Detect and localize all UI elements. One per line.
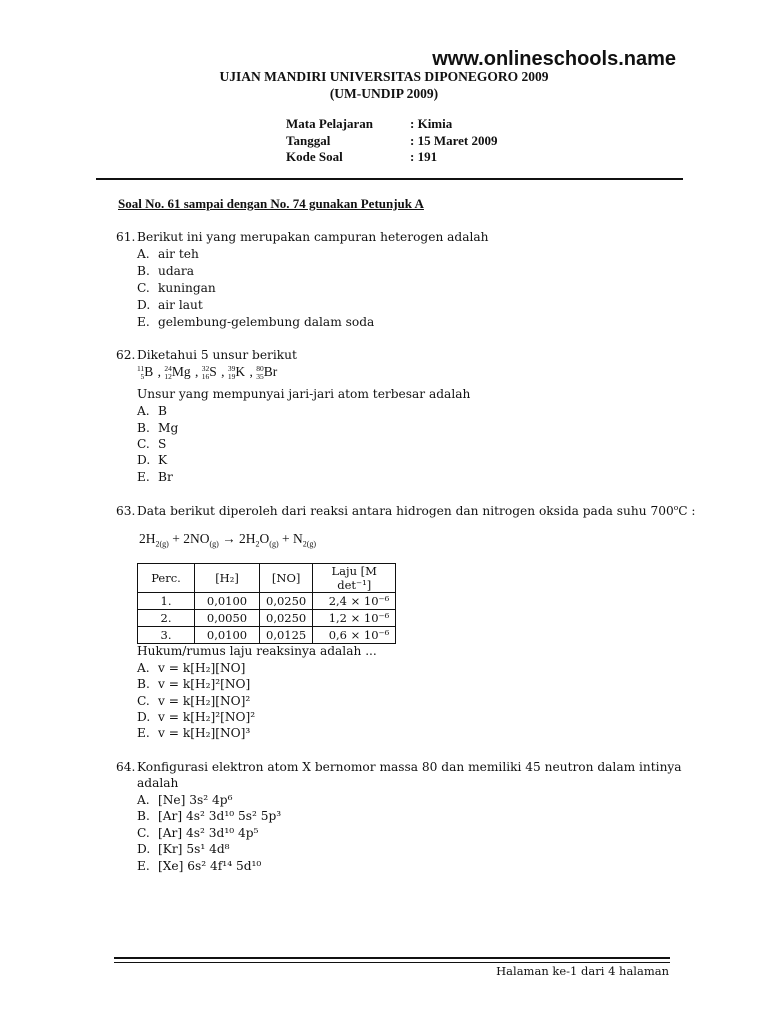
degree-sign: o: [673, 502, 679, 512]
reaction-equation: [139, 531, 316, 547]
eq-part: + 2NO: [168, 531, 210, 546]
isotope-b: [137, 364, 153, 381]
table-cell: 0,0250: [260, 593, 313, 610]
question-number: 62.: [116, 348, 136, 362]
option-a: [137, 792, 232, 809]
header-divider: [96, 178, 683, 180]
eq-part: + N: [278, 531, 303, 546]
option-letter: A.: [137, 793, 150, 807]
option-text: udara: [158, 264, 195, 278]
table-cell: 1.: [138, 593, 195, 610]
question-number: 63.: [116, 504, 136, 518]
isotope-symbol: S: [209, 364, 217, 379]
option-letter: B.: [137, 264, 150, 278]
eq-part: O: [259, 531, 270, 546]
option-a: [137, 246, 199, 263]
option-d: [137, 452, 167, 469]
option-text: gelembung-gelembung dalam soda: [158, 315, 375, 329]
meta-code: [286, 149, 437, 165]
option-a: [137, 403, 167, 420]
meta-label: Tanggal: [286, 133, 331, 148]
table-cell: 2,4 × 10⁻⁶: [313, 593, 396, 610]
footer-divider-thick: [114, 957, 670, 959]
table-cell: 3.: [138, 627, 195, 644]
isotope-mg: [164, 364, 190, 381]
option-letter: D.: [137, 453, 151, 467]
meta-label: Kode Soal: [286, 149, 343, 164]
eq-part: 2H: [139, 531, 156, 546]
option-b: [137, 420, 178, 437]
question-number: 61.: [116, 230, 136, 244]
isotope-number: 5: [140, 371, 145, 381]
option-letter: E.: [137, 726, 150, 740]
option-letter: E.: [137, 470, 150, 484]
option-text: v = k[H₂][NO]³: [158, 726, 251, 740]
option-text: K: [158, 453, 168, 467]
isotope-mass: 32: [201, 363, 210, 373]
table-header: Laju [M det⁻¹]: [313, 564, 396, 593]
table-cell: 2.: [138, 610, 195, 627]
eq-sub: 2(g): [155, 539, 169, 549]
option-d: [137, 297, 203, 314]
meta-value: : Kimia: [410, 116, 453, 131]
isotope-symbol: B: [144, 364, 154, 379]
table-header-row: [138, 564, 396, 593]
isotope-k: [228, 364, 245, 381]
isotope-symbol: Br: [263, 364, 278, 379]
meta-date: [286, 133, 497, 149]
option-e: [137, 314, 374, 331]
option-letter: A.: [137, 247, 150, 261]
table-cell: 0,6 × 10⁻⁶: [313, 627, 396, 644]
footer-divider-thin: [114, 962, 670, 963]
table-header: Perc.: [138, 564, 195, 593]
temp-unit: C :: [678, 504, 696, 518]
isotope-number: 12: [164, 371, 172, 381]
option-letter: E.: [137, 859, 150, 873]
exam-subtitle: (UM-UNDIP 2009): [329, 86, 439, 101]
question-prompt: Unsur yang mempunyai jari-jari atom terbesar adalah: [137, 387, 471, 401]
question-text-body: Data berikut diperoleh dari reaksi antara hidrogen dan nitrogen oksida pada suhu 700: [137, 504, 674, 518]
option-letter: A.: [137, 404, 150, 418]
table-cell: 1,2 × 10⁻⁶: [313, 610, 396, 627]
option-text: [Xe] 6s² 4f¹⁴ 5d¹⁰: [158, 859, 262, 873]
option-b: [137, 676, 250, 693]
isotope-number: 16: [201, 371, 210, 381]
option-b: [137, 808, 281, 825]
option-text: air laut: [158, 298, 203, 312]
question-text: [137, 503, 696, 520]
option-letter: B.: [137, 809, 150, 823]
table-header: [NO]: [260, 564, 313, 593]
option-text: Mg: [158, 421, 179, 435]
table-header: [H₂]: [195, 564, 260, 593]
option-d: [137, 709, 255, 726]
option-letter: B.: [137, 421, 150, 435]
question-text: Diketahui 5 unsur berikut: [137, 348, 297, 362]
isotope-symbol: Mg: [171, 364, 191, 379]
isotope-mass: 11: [137, 363, 145, 373]
table-cell: 0,0250: [260, 610, 313, 627]
option-c: [137, 693, 250, 710]
option-text: air teh: [158, 247, 199, 261]
eq-sub: 2: [255, 539, 260, 549]
option-letter: A.: [137, 661, 150, 675]
option-text: [Ne] 3s² 4p⁶: [158, 793, 233, 807]
eq-sub: 2(g): [302, 539, 317, 549]
eq-sub: (g): [209, 539, 219, 549]
section-heading: Soal No. 61 sampai dengan No. 74 gunakan Petunjuk A: [118, 196, 424, 211]
option-letter: C.: [137, 437, 150, 451]
eq-sub: (g): [269, 539, 279, 549]
option-e: [137, 725, 250, 742]
isotope-br: [256, 364, 277, 381]
rate-data-table: [137, 563, 396, 644]
meta-subject: [286, 116, 452, 132]
isotope-mass: 24: [164, 363, 172, 373]
meta-value: : 191: [410, 149, 438, 164]
table-cell: 0,0100: [195, 627, 260, 644]
option-c: [137, 436, 166, 453]
meta-value: : 15 Maret 2009: [410, 133, 498, 148]
option-text: v = k[H₂][NO]²: [158, 694, 251, 708]
option-letter: D.: [137, 298, 151, 312]
option-c: [137, 280, 216, 297]
option-text: [Ar] 4s² 3d¹⁰ 5s² 5p³: [158, 809, 282, 823]
isotope-mass: 80: [256, 363, 264, 373]
page-number: Halaman ke-1 dari 4 halaman: [496, 964, 669, 978]
option-text: v = k[H₂]²[NO]²: [158, 710, 256, 724]
option-text: [Kr] 5s¹ 4d⁸: [158, 842, 230, 856]
meta-label: Mata Pelajaran: [286, 116, 374, 131]
option-letter: B.: [137, 677, 150, 691]
option-text: S: [158, 437, 167, 451]
table-row: [138, 593, 396, 610]
option-c: [137, 825, 258, 842]
table-row: [138, 610, 396, 627]
isotope-mass: 39: [227, 363, 236, 373]
option-a: [137, 660, 245, 677]
question-text-cont: adalah: [137, 776, 179, 790]
isotope-symbol: K: [235, 364, 246, 379]
option-text: v = k[H₂][NO]: [158, 661, 246, 675]
option-letter: D.: [137, 710, 151, 724]
option-text: v = k[H₂]²[NO]: [158, 677, 251, 691]
isotope-list: 11 5 B , 24 12 Mg , 32 16 S , 39 19 K , 80 35 Br: [137, 363, 278, 381]
exam-title: UJIAN MANDIRI UNIVERSITAS DIPONEGORO 2009: [219, 69, 549, 84]
option-text: kuningan: [158, 281, 216, 295]
option-text: [Ar] 4s² 3d¹⁰ 4p⁵: [158, 826, 259, 840]
table-row: [138, 627, 396, 644]
isotope-s: [202, 364, 217, 381]
isotope-number: 35: [256, 371, 264, 381]
watermark-url: www.onlineschools.name: [432, 48, 676, 70]
option-letter: D.: [137, 842, 151, 856]
question-text: Konfigurasi elektron atom X bernomor massa 80 dan memiliki 45 neutron dalam intinya: [137, 760, 682, 774]
option-letter: C.: [137, 281, 150, 295]
option-e: [137, 469, 173, 486]
question-number: 64.: [116, 760, 136, 774]
question-prompt: Hukum/rumus laju reaksinya adalah ...: [137, 644, 377, 658]
option-b: [137, 263, 194, 280]
option-letter: E.: [137, 315, 150, 329]
option-text: B: [158, 404, 167, 418]
option-letter: C.: [137, 694, 150, 708]
isotope-number: 19: [227, 371, 236, 381]
option-text: Br: [158, 470, 173, 484]
option-e: [137, 858, 261, 875]
option-letter: C.: [137, 826, 150, 840]
question-text: Berikut ini yang merupakan campuran heterogen adalah: [137, 230, 489, 244]
eq-part: → 2H: [218, 531, 256, 546]
table-cell: 0,0100: [195, 593, 260, 610]
table-cell: 0,0125: [260, 627, 313, 644]
table-cell: 0,0050: [195, 610, 260, 627]
option-d: [137, 841, 230, 858]
